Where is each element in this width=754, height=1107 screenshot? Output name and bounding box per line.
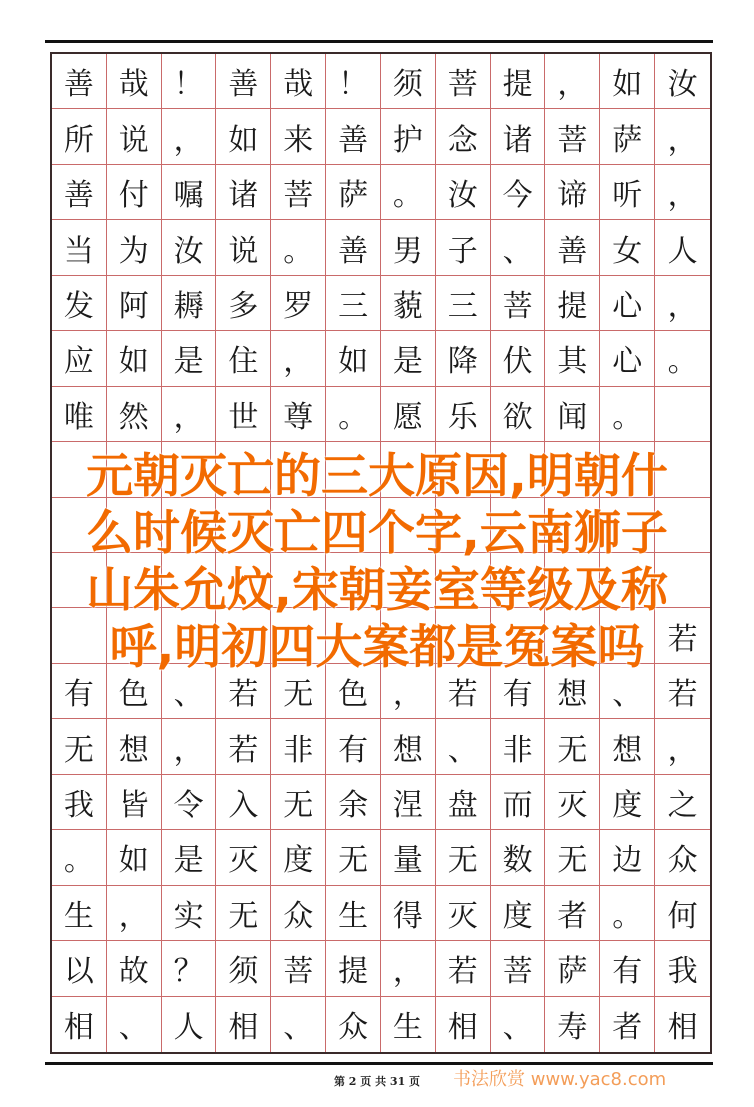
grid-cell: 无 xyxy=(52,719,107,774)
grid-cell: 阿 xyxy=(107,276,162,331)
grid-cell: 众 xyxy=(655,830,710,885)
grid-cell: 当 xyxy=(52,220,107,275)
headline-overlay xyxy=(0,448,754,676)
grid-cell: 若 xyxy=(436,941,491,996)
grid-cell: 度 xyxy=(491,886,546,941)
grid-cell: 心 xyxy=(600,331,655,386)
grid-cell: 。 xyxy=(381,165,436,220)
grid-cell: 萨 xyxy=(326,165,381,220)
grid-cell: 生 xyxy=(326,886,381,941)
grid-cell: 。 xyxy=(271,220,326,275)
grid-cell: 数 xyxy=(491,830,546,885)
grid-cell: 菩 xyxy=(271,165,326,220)
grid-cell: 其 xyxy=(545,331,600,386)
grid-cell: 菩 xyxy=(491,941,546,996)
grid-cell: 如 xyxy=(107,830,162,885)
grid-cell: ， xyxy=(655,109,710,164)
grid-cell: 降 xyxy=(436,331,491,386)
grid-cell: 。 xyxy=(600,886,655,941)
grid-cell: 女 xyxy=(600,220,655,275)
grid-cell: 寿 xyxy=(545,997,600,1052)
grid-cell: 如 xyxy=(216,109,271,164)
grid-cell: 令 xyxy=(162,775,217,830)
grid-cell: 有 xyxy=(600,941,655,996)
grid-cell: 说 xyxy=(107,109,162,164)
grid-cell: 、 xyxy=(436,719,491,774)
grid-cell: 诸 xyxy=(216,165,271,220)
grid-cell: 我 xyxy=(52,775,107,830)
grid-cell: 灭 xyxy=(216,830,271,885)
grid-cell: 菩 xyxy=(436,54,491,109)
grid-cell: 若 xyxy=(216,664,271,719)
grid-cell: 色 xyxy=(326,664,381,719)
grid-cell: 愿 xyxy=(381,387,436,442)
grid-cell: ？ xyxy=(162,941,217,996)
grid-cell: 善 xyxy=(216,54,271,109)
grid-cell: 相 xyxy=(216,997,271,1052)
grid-cell: 应 xyxy=(52,331,107,386)
grid-cell: ， xyxy=(545,54,600,109)
grid-cell: 相 xyxy=(436,997,491,1052)
grid-cell: 提 xyxy=(326,941,381,996)
grid-cell: 提 xyxy=(545,276,600,331)
grid-cell: 三 xyxy=(326,276,381,331)
grid-cell: 无 xyxy=(271,775,326,830)
grid-cell: 若 xyxy=(436,664,491,719)
grid-cell: ， xyxy=(381,941,436,996)
grid-cell: 有 xyxy=(491,664,546,719)
grid-cell: 。 xyxy=(326,387,381,442)
grid-cell: 子 xyxy=(436,220,491,275)
grid-cell: 善 xyxy=(52,54,107,109)
grid-cell: 三 xyxy=(436,276,491,331)
grid-cell: 若 xyxy=(655,608,710,663)
grid-cell: ！ xyxy=(326,54,381,109)
grid-cell: 人 xyxy=(655,220,710,275)
grid-cell: 萨 xyxy=(600,109,655,164)
grid-cell: 灭 xyxy=(545,775,600,830)
grid-cell: 尊 xyxy=(271,387,326,442)
grid-cell: 唯 xyxy=(52,387,107,442)
grid-cell: 耨 xyxy=(162,276,217,331)
grid-cell: 众 xyxy=(326,997,381,1052)
grid-cell: 多 xyxy=(216,276,271,331)
grid-cell: ， xyxy=(655,165,710,220)
grid-cell: 。 xyxy=(52,830,107,885)
headline-line-3: 山朱允炆,宋朝妾室等级及称 xyxy=(86,563,668,618)
grid-cell: 罗 xyxy=(271,276,326,331)
grid-cell: 汝 xyxy=(655,54,710,109)
headline-line-2: 么时候灭亡四个字,云南狮子 xyxy=(86,506,668,561)
grid-cell: 诸 xyxy=(491,109,546,164)
grid-cell: 色 xyxy=(107,664,162,719)
grid-cell: 闻 xyxy=(545,387,600,442)
grid-cell: 想 xyxy=(600,719,655,774)
grid-cell: 如 xyxy=(326,331,381,386)
grid-cell: 无 xyxy=(326,830,381,885)
grid-cell: 发 xyxy=(52,276,107,331)
grid-cell: 、 xyxy=(162,664,217,719)
grid-cell: 余 xyxy=(326,775,381,830)
grid-cell: 何 xyxy=(655,886,710,941)
grid-cell: 善 xyxy=(326,109,381,164)
grid-cell: 心 xyxy=(600,276,655,331)
grid-cell: 乐 xyxy=(436,387,491,442)
grid-cell: 无 xyxy=(545,830,600,885)
grid-cell: 伏 xyxy=(491,331,546,386)
grid-cell: ， xyxy=(271,331,326,386)
grid-cell: 想 xyxy=(545,664,600,719)
grid-cell: 谛 xyxy=(545,165,600,220)
grid-cell: 无 xyxy=(271,664,326,719)
grid-cell: 我 xyxy=(655,941,710,996)
grid-cell: 无 xyxy=(436,830,491,885)
grid-cell: 者 xyxy=(600,997,655,1052)
grid-cell: 而 xyxy=(491,775,546,830)
grid-cell: 说 xyxy=(216,220,271,275)
grid-cell: 汝 xyxy=(162,220,217,275)
site-watermark: 书法欣赏 www.yac8.com xyxy=(453,1069,667,1090)
grid-cell: ， xyxy=(381,664,436,719)
headline-line-1: 元朝灭亡的三大原因,明朝什 xyxy=(86,449,668,504)
grid-cell: 为 xyxy=(107,220,162,275)
grid-cell: 盘 xyxy=(436,775,491,830)
grid-cell: 是 xyxy=(162,331,217,386)
grid-cell: 若 xyxy=(216,719,271,774)
grid-cell: 须 xyxy=(381,54,436,109)
grid-cell: 所 xyxy=(52,109,107,164)
grid-cell: 菩 xyxy=(271,941,326,996)
grid-cell: 有 xyxy=(326,719,381,774)
grid-cell: 灭 xyxy=(436,886,491,941)
grid-cell: 涅 xyxy=(381,775,436,830)
grid-cell: 然 xyxy=(107,387,162,442)
grid-cell: 想 xyxy=(107,719,162,774)
grid-cell: 善 xyxy=(52,165,107,220)
grid-cell: 男 xyxy=(381,220,436,275)
grid-cell: 实 xyxy=(162,886,217,941)
grid-cell: 藐 xyxy=(381,276,436,331)
grid-cell: 人 xyxy=(162,997,217,1052)
grid-cell: 哉 xyxy=(271,54,326,109)
grid-cell: 皆 xyxy=(107,775,162,830)
grid-cell: 度 xyxy=(600,775,655,830)
grid-cell: 世 xyxy=(216,387,271,442)
grid-cell: 听 xyxy=(600,165,655,220)
grid-cell: 得 xyxy=(381,886,436,941)
grid-cell: ， xyxy=(655,719,710,774)
grid-cell: 欲 xyxy=(491,387,546,442)
grid-cell: 量 xyxy=(381,830,436,885)
grid-cell: 无 xyxy=(545,719,600,774)
grid-cell: 者 xyxy=(545,886,600,941)
grid-cell: 善 xyxy=(545,220,600,275)
grid-cell: 边 xyxy=(600,830,655,885)
grid-cell: 菩 xyxy=(545,109,600,164)
grid-cell: 提 xyxy=(491,54,546,109)
grid-cell: 以 xyxy=(52,941,107,996)
grid-cell: 善 xyxy=(326,220,381,275)
grid-cell: 是 xyxy=(162,830,217,885)
grid-cell: 嘱 xyxy=(162,165,217,220)
grid-cell: 哉 xyxy=(107,54,162,109)
grid-cell: 度 xyxy=(271,830,326,885)
grid-cell: 相 xyxy=(667,1010,698,1046)
grid-cell: 萨 xyxy=(545,941,600,996)
grid-cell: 想 xyxy=(381,719,436,774)
grid-cell: 是 xyxy=(381,331,436,386)
grid-cell: ， xyxy=(655,276,710,331)
grid-cell: ， xyxy=(162,387,217,442)
grid-cell: 住 xyxy=(216,331,271,386)
grid-cell: 。 xyxy=(655,331,710,386)
grid-cell: 有 xyxy=(52,664,107,719)
headline-line-4: 呼,明初四大案都是冤案吗 xyxy=(109,620,645,675)
grid-cell: 今 xyxy=(491,165,546,220)
grid-cell: 非 xyxy=(271,719,326,774)
grid-cell: 念 xyxy=(436,109,491,164)
grid-cell: 护 xyxy=(381,109,436,164)
grid-cell: ， xyxy=(162,719,217,774)
grid-cell: ！ xyxy=(162,54,217,109)
grid-cell: 无 xyxy=(216,886,271,941)
grid-cell: 、 xyxy=(107,997,162,1052)
grid-cell: 、 xyxy=(491,997,546,1052)
grid-cell: 。 xyxy=(600,387,655,442)
grid-cell: 如 xyxy=(600,54,655,109)
grid-cell: 故 xyxy=(107,941,162,996)
grid-cell: 如 xyxy=(107,331,162,386)
page-number: 第 2 页 共 31 页 xyxy=(333,1075,421,1088)
grid-cell: 入 xyxy=(216,775,271,830)
grid-cell: 若 xyxy=(655,664,710,719)
grid-cell: 汝 xyxy=(436,165,491,220)
grid-cell: 须 xyxy=(216,941,271,996)
grid-cell: 相 xyxy=(52,997,107,1052)
grid-cell: 来 xyxy=(271,109,326,164)
grid-cell: 、 xyxy=(600,664,655,719)
grid-cell xyxy=(655,387,710,442)
grid-cell: 众 xyxy=(271,886,326,941)
grid-cell: 、 xyxy=(271,997,326,1052)
grid-cell: 生 xyxy=(52,886,107,941)
grid-cell: 付 xyxy=(107,165,162,220)
grid-cell: 生 xyxy=(381,997,436,1052)
grid-cell: ， xyxy=(107,886,162,941)
grid-cell: 菩 xyxy=(491,276,546,331)
grid-cell: ， xyxy=(162,109,217,164)
grid-cell: 之 xyxy=(655,775,710,830)
grid-cell: 、 xyxy=(491,220,546,275)
grid-cell: 非 xyxy=(491,719,546,774)
